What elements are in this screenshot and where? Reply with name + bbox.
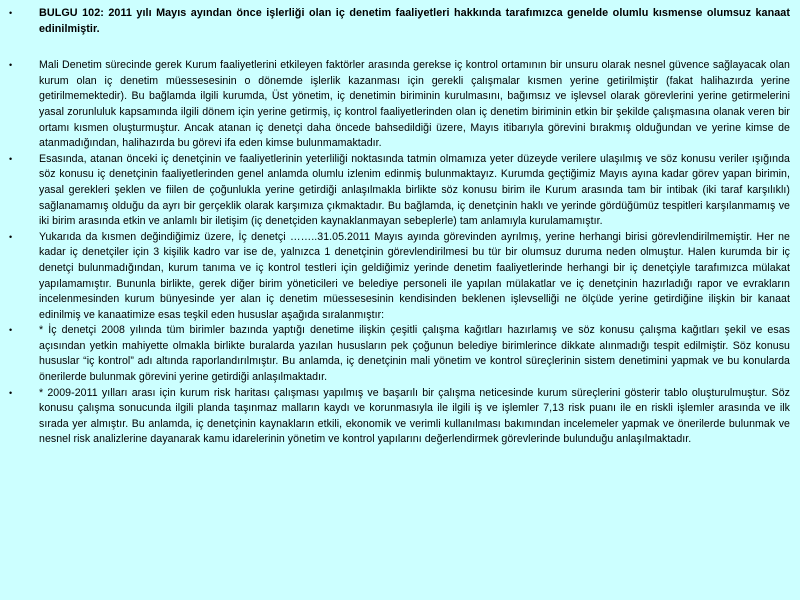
- bullet-dot-icon: •: [9, 60, 13, 71]
- bullet-dot-icon: •: [9, 325, 13, 336]
- paragraph-text: Esasında, atanan önceki iç denetçinin ve faaliyetlerinin yeterliliği noktasında tatmin olmamıza yeter düzeyde verilere ulaşılmış ve söz konusu veriler ışığında söz konusu iç denetçinin faaliyetlerinden genel anlamda olumlu izlenim edinmiş bulunmaktayız. Kurumda geçtiğimiz Mayıs ayına kadar görev yapan birimin, yasal gerekleri şeklen ve fiilen de çoğunlukla yerine getirdiği anlaşılmakla birlikte söz konusu birim ile Kurum arasında tam bir intibak (iki taraf karşılıklı) sağlanamamış olduğu da ayrı bir gerçeklik olarak karşımıza çıkmaktadır. Bu bağlamda, iç denetçinin haklı ve yerinde gördüğümüz tespitleri karşılanmamış ve iki birim arasında etkin ve anlamlı bir iletişim (iç denetçiden kaynaklanmayan sebeplerle) tam anlamıyla kurulamamıştır.: [39, 152, 790, 228]
- bullet-dot-icon: •: [9, 8, 13, 18]
- paragraph-text: * 2009-2011 yılları arası için kurum risk haritası çalışması yapılmış ve başarılı bir çalışma neticesinde kurum süreçlerini gösterir tablo oluşturulmuştur. Söz konusu çalışma sonucunda ilgili planda taşınmaz malların kaydı ve korunmasıyla ile ilgili iş ve işlemler 7,13 risk puanı ile en riskli işlemler arasında ve ilk sırada yer almıştır. Bu anlamda, iç denetçinin kaynakların etkili, ekonomik ve verimli kullanılması bakımından incelemeler yapmak ve önerilerde bulunmak ve nesnel risk analizlerine dayanarak kamu idarelerinin yönetim ve kontrol yapılarını değerlendirmek görevlerinde bulunduğu anlaşılmaktadır.: [39, 386, 790, 446]
- paragraph-item: [8, 58, 790, 152]
- paragraph-text: Mali Denetim sürecinde gerek Kurum faaliyetlerini etkileyen faktörler arasında gerekse iç kontrol ortamının bir unsuru olarak nesnel güvence sağlayacak olan kurum olan iç denetim müessesesinin o dönemde işlerlik kazanması için gerekli çalışmalar kısmen yerine getirilmiştir (fakat halihazırda yerine getirilmemektedir). Bu bağlamda ilgili kurumda, Üst yönetim, iç denetimin biriminin kurulmasını, bağımsız ve işlevsel olarak görevlerini yerine getirmelerini yasal zorunluluk kapsamında ilgili dönem için yerine getirmiş, iç kontrol faaliyetlerinden olan iç denetim biriminin etkin bir şekilde çalışmasına olanak veren bir ortamı kısmen oluşturmuştur. Ancak atanan iç denetçi daha öncede bahsedildiği üzere, Mayıs itibarıyla görevini bırakmış olduğundan ve yerine kimse de atanmadığından, halihazırda bu görevi ifa eden kimse bulunmamaktadır.: [39, 59, 790, 150]
- paragraph-item: [8, 230, 790, 324]
- paragraph-item: [8, 152, 790, 230]
- paragraph-text: Yukarıda da kısmen değindiğimiz üzere, İç denetçi ……..31.05.2011 Mayıs ayında görevinden ayrılmış, yerine herhangi birisi görevlendirilmemiştir. Her ne kadar iç denetçiler için 3 kişilik kadro var ise de, yalnızca 1 denetçinin görevlendirilmesi bu tür bir olumsuz duruma neden olmuştur. Halen kurumda bir iç denetçi bulunmadığından, kurum tanıma ve iç kontrol testleri için geldiğimiz yerinde denetim faaliyetlerinde herhangi bir iç denetçiyle tarafımızca mülakat yapılamamıştır. Bununla birlikte, gerek diğer birim yöneticileri ve belediye personeli ile yapılan mülakatlar ve iç denetçinin hazırladığı rapor ve evrakların incelenmesinden kurum bünyesinde yer alan iç denetim müessesesinin kendisinden beklenen işlevselliği ne ölçüde yerine getirdiğine ilişkin bir kanaat edinilmiş ve kanaatimize esas teşkil eden hususlar aşağıda sıralanmıştır:: [39, 230, 790, 321]
- bullet-dot-icon: •: [9, 153, 13, 164]
- finding-heading: BULGU 102: 2011 yılı Mayıs ayından önce işlerliği olan iç denetim faaliyetleri hakkında tarafımızca genelde olumlu kısmense olumsuz kanaat edinilmiştir.: [39, 7, 790, 35]
- paragraph-item: [8, 323, 790, 385]
- bullet-dot-icon: •: [9, 231, 13, 242]
- bullet-dot-icon: •: [9, 387, 13, 398]
- heading-item: [8, 6, 790, 37]
- paragraph-text: * İç denetçi 2008 yılında tüm birimler bazında yaptığı denetime ilişkin çeşitli çalışma kağıtları hazırlamış ve söz konusu çalışma kağıtları şekil ve esas açısından yetkin mahiyette olmakla birlikte buralarda yazılan hususların pek çoğunun belediye birimlerince dikkate alınmadığı tespit edilmiştir. Söz konusu hususlar “iç kontrol” adı altında raporlandırılmıştır. Bu anlamda, iç denetçinin mali yönetim ve kontrol süreçlerinin sistem denetimini yapmak ve bu konularda önerilerde bulunmak görevini yerine getirdiği anlaşılmaktadır.: [39, 324, 790, 384]
- paragraph-item: [8, 386, 790, 448]
